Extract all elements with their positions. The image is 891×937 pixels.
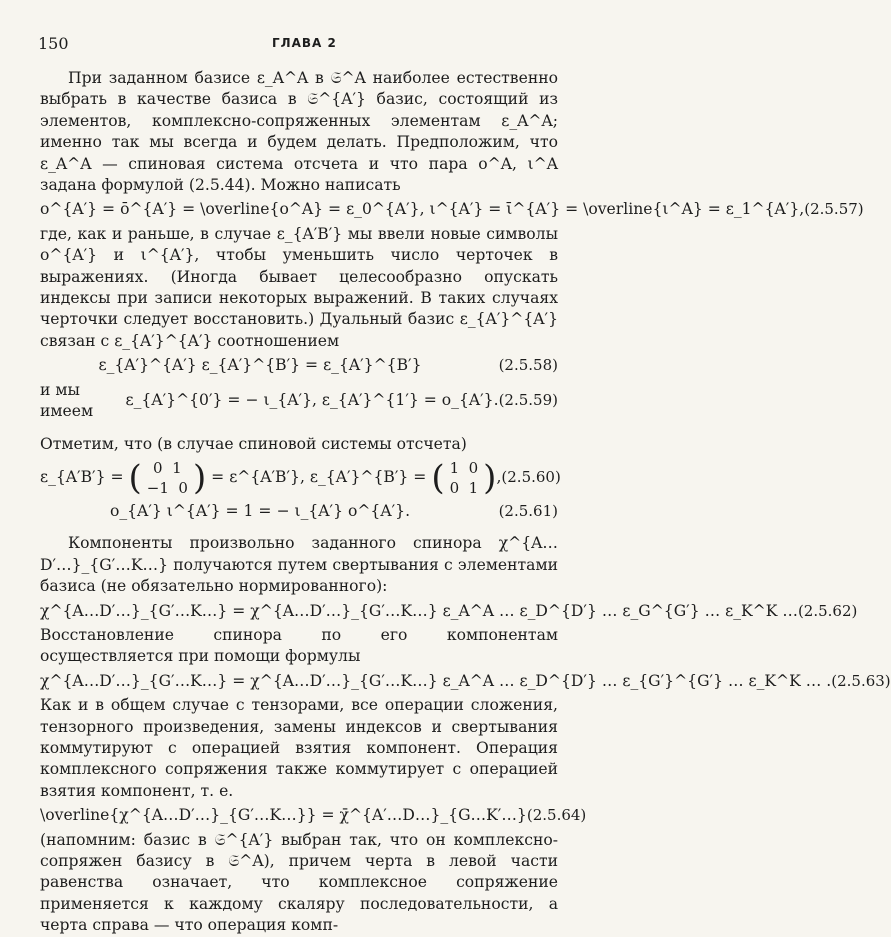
equation-number: (2.5.64): [526, 806, 587, 825]
equation-body: o^{A′} = ō^{A′} = \overline{o^A} = ε_0^{A′}, ι^{A′} = ῑ^{A′} = \overline{ι^A} = ε_1^{A′},: [40, 200, 805, 219]
equation-2-5-61: [40, 501, 558, 522]
page-body: [40, 68, 891, 937]
matrix-cell: 0: [449, 478, 460, 497]
equation-number: (2.5.63): [831, 671, 891, 690]
paragraph-3: и мы имеем: [40, 380, 94, 421]
paragraph-4: Отметим, что (в случае спиновой системы отсчета): [40, 434, 467, 453]
equation-2-5-63: [40, 671, 891, 692]
equation-body: ε_{A′B′} = ( 0 1 −1 0 ) = ε^{A′B′}, ε_{A′}^{B′} = ( 1 0 0 1 ),: [40, 457, 502, 498]
matrix-cell: 0: [153, 458, 163, 477]
matrix-identity: [450, 458, 479, 498]
equation-number: (2.5.61): [498, 501, 558, 520]
equation-2-5-57: [40, 199, 864, 220]
equation-tail: ,: [496, 467, 502, 486]
equation-body: χ^{A…D′…}_{G′…K…} = χ^{A…D′…}_{G′…K…} ε_A^A … ε_D^{D′} … ε_G^{G′} … ε_K^K …: [40, 601, 798, 620]
equation-body: ε_{A′}^{0′} = − ι_{A′}, ε_{A′}^{1′} = o_{A′}.: [125, 391, 499, 410]
paragraph-1: При заданном базисе ε_A^A в 𝔖^A наиболее естественно выбрать в качестве базиса в 𝔖^{A′} базис, состоящий из элементов, комплексно-сопряженных элементам ε_A^A; именно так мы всегда и будем делать. Предположим, что ε_A^A — спиновая система отсчета и что пара o^A, ι^A задана формулой (2.5.44). Можно написать: [40, 69, 558, 195]
equation-2-5-62: [40, 601, 858, 622]
equation-mid: = ε^{A′B′}, ε_{A′}^{B′} =: [211, 467, 427, 486]
matrix-cell: 0: [468, 458, 479, 477]
paragraph-6: Восстановление спинора по его компонентам осуществляется при помощи формулы: [40, 625, 558, 666]
paragraph-8: (напомним: базис в 𝔖^{A′} выбран так, что он комплексно-сопряжен базису в 𝔖^A), причем черта в левой части равенства означает, что комплексное сопряжение применяется к каждому скаляру последовательности, а черта справа — что операция комп-: [40, 830, 558, 935]
equation-2-5-59: [40, 380, 558, 423]
equation-2-5-64: [40, 805, 587, 826]
equation-number: (2.5.57): [804, 200, 864, 219]
matrix-cell: 1: [172, 458, 182, 477]
paragraph-2: где, как и раньше, в случае ε_{A′B′} мы ввели новые символы o^{A′} и ι^{A′}, чтобы уменьшить число черточек в выражениях. (Иногда бывает целесообразно опускать индексы при записи некоторых выражений. В таких случаях черточки следует восстановить.) Дуальный базис ε_{A′}^{A′} связан с ε_{A′}^{A′} соотношением: [40, 224, 558, 350]
equation-number: (2.5.59): [498, 391, 558, 410]
equation-body: \overline{χ^{A…D′…}_{G′…K…}} = χ̄^{A′…D…}_{G…K′…}: [40, 806, 527, 825]
matrix-cell: 0: [178, 478, 188, 497]
equation-number: (2.5.62): [797, 601, 858, 620]
equation-lhs: ε_{A′B′} =: [40, 467, 124, 486]
paragraph-7: Как и в общем случае с тензорами, все операции сложения, тензорного произведения, замены индексов и свертывания коммутируют с операцией взятия компонент. Операция комплексного сопряжения также коммутирует с операцией взятия компонент, т. е.: [40, 696, 558, 800]
equation-body: o_{A′} ι^{A′} = 1 = − ι_{A′} o^{A′}.: [109, 501, 411, 520]
equation-number: (2.5.60): [501, 468, 561, 487]
matrix-antisymmetric: [147, 458, 188, 498]
matrix-cell: 1: [449, 458, 460, 477]
chapter-title: ГЛАВА 2: [272, 36, 337, 50]
matrix-cell: 1: [468, 478, 479, 497]
matrix-cell: −1: [146, 478, 169, 497]
equation-body: χ^{A…D′…}_{G′…K…} = χ^{A…D′…}_{G′…K…} ε_A^A … ε_D^{D′} … ε_{G′}^{G′} … ε_K^K … .: [40, 671, 832, 690]
equation-2-5-58: [40, 355, 558, 376]
equation-body: ε_{A′}^{A′} ε_{A′}^{B′} = ε_{A′}^{B′}: [98, 356, 422, 375]
equation-2-5-60: [40, 457, 561, 498]
page-number: 150: [38, 34, 69, 53]
equation-number: (2.5.58): [498, 356, 558, 375]
paragraph-5: Компоненты произвольно заданного спинора χ^{A…D′…}_{G′…K…} получаются путем свертывания с элементами базиса (не обязательно нормированного):: [40, 534, 558, 596]
